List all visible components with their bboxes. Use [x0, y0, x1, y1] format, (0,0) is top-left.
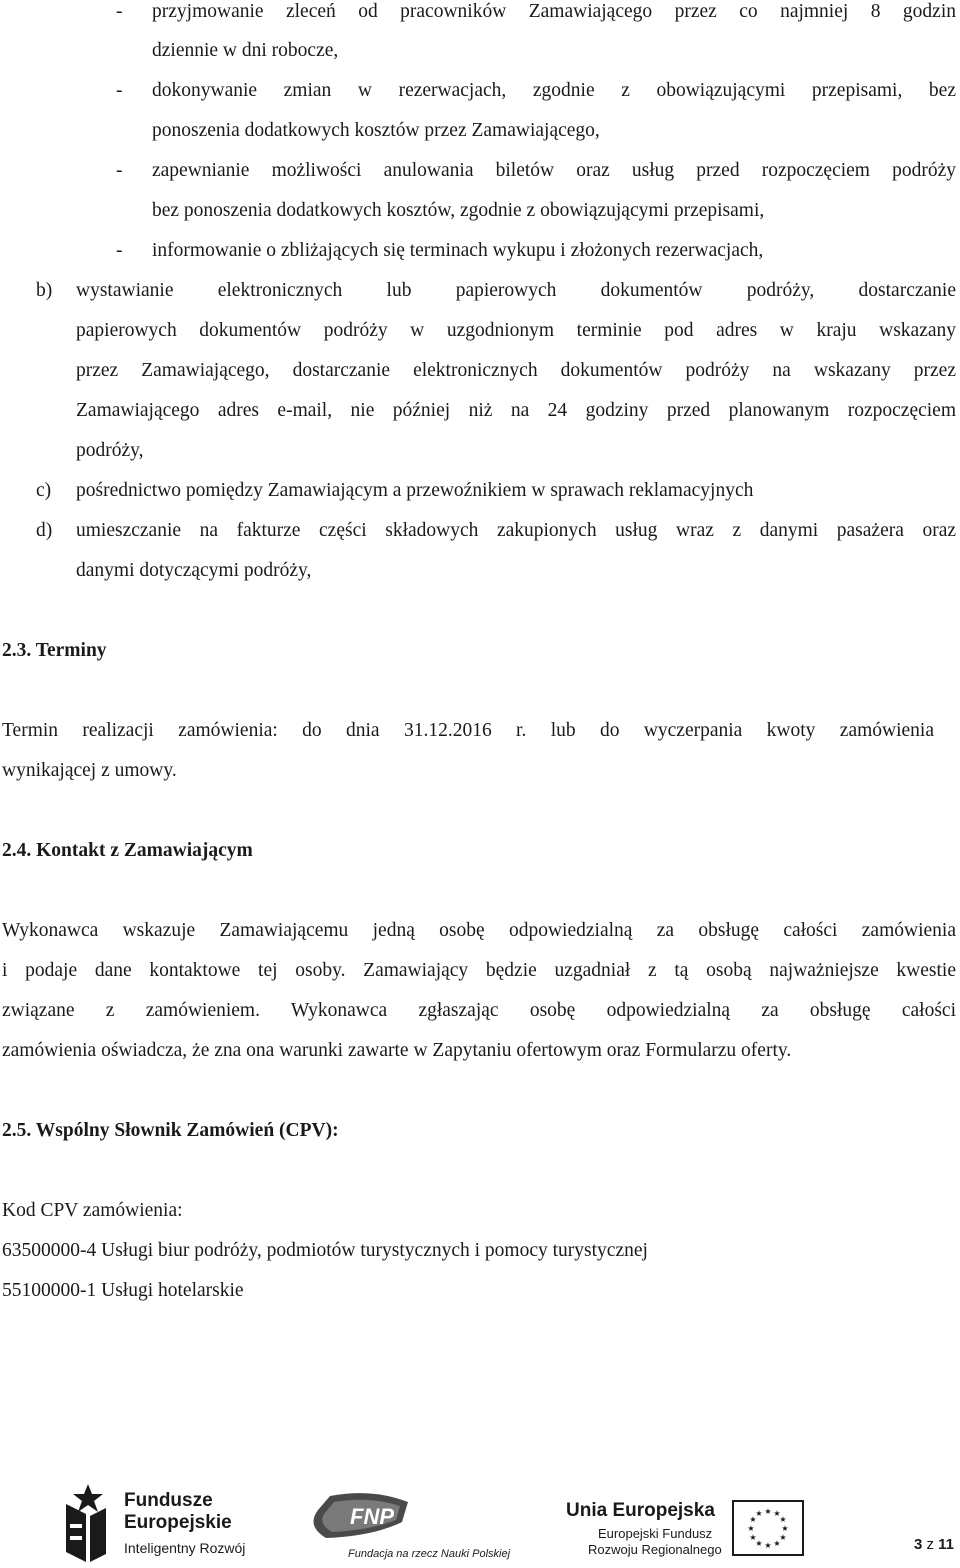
fe-logo-line3: Inteligentny Rozwój: [124, 1540, 246, 1556]
page-current: 3: [913, 1536, 923, 1553]
svg-text:★: ★: [764, 1541, 772, 1550]
paragraph-line: Termin realizacji zamówienia: do dnia 31.12.2016 r. lub do wyczerpania kwoty zamówienia: [2, 720, 934, 741]
page-sep: z: [926, 1536, 934, 1553]
paragraph-line: Kod CPV zamówienia:: [2, 1200, 183, 1221]
page-total: 11: [938, 1536, 954, 1553]
page-number: [914, 1536, 954, 1553]
item-line: Zamawiającego adres e-mail, nie później niż na 24 godziny przed planowanym rozpoczęciem: [76, 400, 956, 421]
dash-symbol: -: [116, 240, 123, 261]
svg-text:★: ★: [779, 1515, 787, 1524]
section-heading: 2.3. Terminy: [2, 640, 107, 661]
item-label: c): [36, 480, 52, 501]
dash-item-line: dokonywanie zmian w rezerwacjach, zgodnie z obowiązującymi przepisami, bez: [152, 80, 956, 101]
item-line: umieszczanie na fakturze części składowych zakupionych usług wraz z danymi pasażera oraz: [76, 520, 956, 541]
dash-item-line: ponoszenia dodatkowych kosztów przez Zamawiającego,: [152, 120, 600, 141]
item-label: d): [36, 520, 53, 541]
paragraph-line: 63500000-4 Usługi biur podróży, podmiotów turystycznych i pomocy turystycznej: [2, 1240, 648, 1261]
paragraph-line: zamówienia oświadcza, że zna ona warunki zawarte w Zapytaniu ofertowym oraz Formularzu oferty.: [2, 1040, 792, 1061]
svg-text:★: ★: [781, 1524, 789, 1533]
item-line: podróży,: [76, 440, 144, 461]
paragraph-line: związane z zamówieniem. Wykonawca zgłaszając osobę odpowiedzialną za obsługę całości: [2, 1000, 956, 1021]
svg-text:★: ★: [764, 1507, 772, 1516]
eu-logo-line2: Europejski Fundusz: [598, 1526, 713, 1541]
svg-text:★: ★: [749, 1533, 757, 1542]
page-footer: [0, 1478, 960, 1568]
fnp-caption: Fundacja na rzecz Nauki Polskiej: [348, 1548, 511, 1560]
eu-logo-line1: Unia Europejska: [566, 1500, 715, 1521]
paragraph-line: wynikającej z umowy.: [2, 760, 177, 781]
fnp-mark-text: FNP: [350, 1504, 394, 1529]
dash-symbol: -: [116, 1, 123, 22]
svg-text:★: ★: [773, 1509, 781, 1518]
dash-item-line: zapewnianie możliwości anulowania biletów oraz usług przed rozpoczęciem podróży: [152, 160, 956, 181]
fe-logo-line1: Fundusze: [124, 1490, 213, 1511]
dash-symbol: -: [116, 80, 123, 101]
fe-star-icon: [64, 1484, 108, 1564]
svg-text:★: ★: [755, 1509, 763, 1518]
dash-symbol: -: [116, 160, 123, 181]
item-label: b): [36, 280, 53, 301]
item-line: danymi dotyczącymi podróży,: [76, 560, 312, 581]
item-line: przez Zamawiającego, dostarczanie elektronicznych dokumentów podróży na wskazany przez: [76, 360, 956, 381]
item-line: pośrednictwo pomiędzy Zamawiającym a przewoźnikiem w sprawach reklamacyjnych: [76, 480, 754, 501]
fe-logo-line2: Europejskie: [124, 1512, 232, 1533]
eu-flag-icon: [732, 1500, 804, 1556]
svg-text:★: ★: [779, 1533, 787, 1542]
svg-text:★: ★: [747, 1524, 755, 1533]
dash-item-line: dziennie w dni robocze,: [152, 40, 339, 61]
paragraph-line: i podaje dane kontaktowe tej osoby. Zamawiający będzie uzgadniał z tą osobą najważniejsze kwestie: [2, 960, 956, 981]
paragraph-line: 55100000-1 Usługi hotelarskie: [2, 1280, 244, 1301]
dash-item-line: bez ponoszenia dodatkowych kosztów, zgodnie z obowiązującymi przepisami,: [152, 200, 765, 221]
dash-item-line: przyjmowanie zleceń od pracowników Zamawiającego przez co najmniej 8 godzin: [152, 1, 956, 22]
svg-text:★: ★: [749, 1515, 757, 1524]
section-heading: 2.4. Kontakt z Zamawiającym: [2, 840, 253, 861]
paragraph-line: Wykonawca wskazuje Zamawiającemu jedną osobę odpowiedzialną za obsługę całości zamówienia: [2, 920, 956, 941]
svg-text:★: ★: [755, 1539, 763, 1548]
eu-logo-line3: Rozwoju Regionalnego: [588, 1542, 722, 1557]
section-heading: 2.5. Wspólny Słownik Zamówień (CPV):: [2, 1120, 339, 1141]
item-line: wystawianie elektronicznych lub papierowych dokumentów podróży, dostarczanie: [76, 280, 956, 301]
svg-text:★: ★: [773, 1539, 781, 1548]
dash-item-line: informowanie o zbliżających się terminach wykupu i złożonych rezerwacjach,: [152, 240, 764, 261]
item-line: papierowych dokumentów podróży w uzgodnionym terminie pod adres w kraju wskazany: [76, 320, 956, 341]
